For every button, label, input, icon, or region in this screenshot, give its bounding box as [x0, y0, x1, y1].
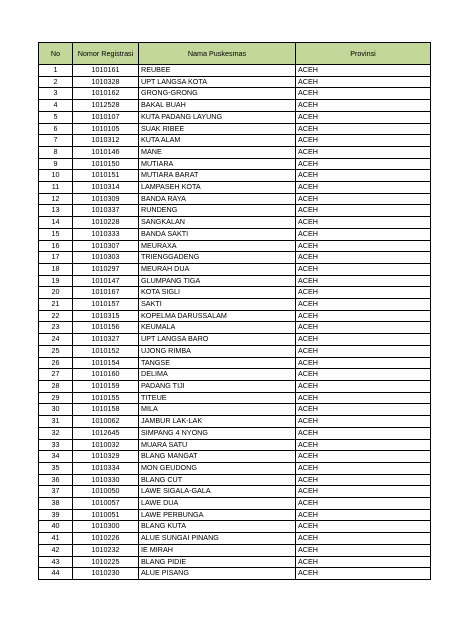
table-row [39, 275, 431, 287]
table-row [39, 474, 431, 486]
table-row [39, 135, 431, 147]
cell-nama-puskesmas: DELIMA [139, 369, 296, 381]
puskesmas-table [38, 42, 431, 580]
cell-provinsi: ACEH [296, 509, 431, 521]
cell-nomor-registrasi: 1010062 [73, 416, 139, 428]
cell-nama-puskesmas: BANDA RAYA [139, 193, 296, 205]
cell-nomor-registrasi: 1010330 [73, 474, 139, 486]
cell-nama-puskesmas: MEURAXA [139, 240, 296, 252]
cell-provinsi: ACEH [296, 275, 431, 287]
cell-provinsi: ACEH [296, 240, 431, 252]
cell-provinsi: ACEH [296, 404, 431, 416]
cell-nama-puskesmas: BANDA SAKTI [139, 228, 296, 240]
cell-nama-puskesmas: UPT LANGSA BARO [139, 334, 296, 346]
cell-nama-puskesmas: KOPELMA DARUSSALAM [139, 310, 296, 322]
table-row [39, 427, 431, 439]
cell-nomor-registrasi: 1010154 [73, 357, 139, 369]
cell-nama-puskesmas: BLANG CUT [139, 474, 296, 486]
table-row [39, 111, 431, 123]
cell-nama-puskesmas: TANGSE [139, 357, 296, 369]
table-row [39, 533, 431, 545]
table-row [39, 521, 431, 533]
table-row [39, 88, 431, 100]
cell-nomor-registrasi: 1012645 [73, 427, 139, 439]
cell-no: 8 [39, 146, 73, 158]
table-row [39, 462, 431, 474]
cell-provinsi: ACEH [296, 76, 431, 88]
cell-no: 28 [39, 380, 73, 392]
cell-nama-puskesmas: MON GEUDONG [139, 462, 296, 474]
cell-nama-puskesmas: LAWE SIGALA-GALA [139, 486, 296, 498]
table-row [39, 439, 431, 451]
table-row [39, 556, 431, 568]
cell-provinsi: ACEH [296, 135, 431, 147]
cell-nama-puskesmas: ALUE PISANG [139, 568, 296, 580]
table-row [39, 158, 431, 170]
cell-nomor-registrasi: 1010167 [73, 287, 139, 299]
cell-nomor-registrasi: 1010232 [73, 544, 139, 556]
header-provinsi: Provinsi [296, 43, 431, 65]
cell-no: 13 [39, 205, 73, 217]
table-row [39, 310, 431, 322]
table-row [39, 205, 431, 217]
cell-nomor-registrasi: 1010230 [73, 568, 139, 580]
cell-provinsi: ACEH [296, 544, 431, 556]
cell-nama-puskesmas: KUTA PADANG LAYUNG [139, 111, 296, 123]
cell-nama-puskesmas: MILA [139, 404, 296, 416]
cell-nama-puskesmas: ALUE SUNGAI PINANG [139, 533, 296, 545]
cell-no: 17 [39, 252, 73, 264]
cell-no: 30 [39, 404, 73, 416]
cell-no: 11 [39, 182, 73, 194]
cell-provinsi: ACEH [296, 345, 431, 357]
cell-no: 31 [39, 416, 73, 428]
cell-provinsi: ACEH [296, 228, 431, 240]
cell-no: 2 [39, 76, 73, 88]
cell-provinsi: ACEH [296, 252, 431, 264]
cell-nomor-registrasi: 1010105 [73, 123, 139, 135]
cell-no: 41 [39, 533, 73, 545]
cell-nama-puskesmas: MUTIARA [139, 158, 296, 170]
cell-nomor-registrasi: 1010032 [73, 439, 139, 451]
table-row [39, 568, 431, 580]
cell-no: 25 [39, 345, 73, 357]
cell-no: 4 [39, 100, 73, 112]
header-row [39, 43, 431, 65]
cell-no: 38 [39, 498, 73, 510]
cell-no: 10 [39, 170, 73, 182]
cell-nomor-registrasi: 1010334 [73, 462, 139, 474]
cell-nomor-registrasi: 1010152 [73, 345, 139, 357]
cell-nama-puskesmas: KOTA SIGLI [139, 287, 296, 299]
cell-no: 33 [39, 439, 73, 451]
cell-provinsi: ACEH [296, 568, 431, 580]
cell-nomor-registrasi: 1010226 [73, 533, 139, 545]
header-no: No [39, 43, 73, 65]
cell-no: 23 [39, 322, 73, 334]
table-row [39, 299, 431, 311]
cell-provinsi: ACEH [296, 486, 431, 498]
cell-no: 16 [39, 240, 73, 252]
cell-no: 20 [39, 287, 73, 299]
cell-provinsi: ACEH [296, 287, 431, 299]
cell-no: 12 [39, 193, 73, 205]
cell-nomor-registrasi: 1010300 [73, 521, 139, 533]
cell-provinsi: ACEH [296, 299, 431, 311]
cell-nomor-registrasi: 1010162 [73, 88, 139, 100]
cell-no: 43 [39, 556, 73, 568]
table-row [39, 287, 431, 299]
cell-provinsi: ACEH [296, 158, 431, 170]
cell-nama-puskesmas: SUAK RIBEE [139, 123, 296, 135]
cell-nama-puskesmas: LAWE DUA [139, 498, 296, 510]
table-row [39, 322, 431, 334]
cell-nama-puskesmas: LAWE PERBUNGA [139, 509, 296, 521]
table-row [39, 544, 431, 556]
cell-no: 32 [39, 427, 73, 439]
cell-no: 26 [39, 357, 73, 369]
cell-nama-puskesmas: LAMPASEH KOTA [139, 182, 296, 194]
cell-no: 19 [39, 275, 73, 287]
table-row [39, 345, 431, 357]
cell-provinsi: ACEH [296, 416, 431, 428]
cell-nama-puskesmas: PADANG TIJI [139, 380, 296, 392]
table-row [39, 217, 431, 229]
cell-no: 42 [39, 544, 73, 556]
cell-nama-puskesmas: MANE [139, 146, 296, 158]
cell-nomor-registrasi: 1010156 [73, 322, 139, 334]
table-row [39, 240, 431, 252]
table-row [39, 252, 431, 264]
cell-nomor-registrasi: 1010051 [73, 509, 139, 521]
cell-no: 39 [39, 509, 73, 521]
cell-provinsi: ACEH [296, 451, 431, 463]
table-row [39, 369, 431, 381]
cell-nomor-registrasi: 1010333 [73, 228, 139, 240]
table-row [39, 193, 431, 205]
cell-provinsi: ACEH [296, 263, 431, 275]
cell-nama-puskesmas: UPT LANGSA KOTA [139, 76, 296, 88]
cell-provinsi: ACEH [296, 357, 431, 369]
cell-provinsi: ACEH [296, 533, 431, 545]
table-row [39, 263, 431, 275]
cell-no: 21 [39, 299, 73, 311]
cell-provinsi: ACEH [296, 521, 431, 533]
cell-no: 1 [39, 65, 73, 77]
cell-nama-puskesmas: MEURAH DUA [139, 263, 296, 275]
header-nomor-registrasi: Nomor Registrasi [73, 43, 139, 65]
table-row [39, 392, 431, 404]
cell-provinsi: ACEH [296, 182, 431, 194]
cell-nomor-registrasi: 1010327 [73, 334, 139, 346]
cell-nama-puskesmas: SANGKALAN [139, 217, 296, 229]
cell-nomor-registrasi: 1010057 [73, 498, 139, 510]
cell-provinsi: ACEH [296, 123, 431, 135]
cell-nomor-registrasi: 1010107 [73, 111, 139, 123]
table-row [39, 357, 431, 369]
cell-no: 44 [39, 568, 73, 580]
cell-nama-puskesmas: SAKTI [139, 299, 296, 311]
cell-nomor-registrasi: 1010155 [73, 392, 139, 404]
table-row [39, 416, 431, 428]
cell-nomor-registrasi: 1010307 [73, 240, 139, 252]
cell-nomor-registrasi: 1010329 [73, 451, 139, 463]
cell-no: 40 [39, 521, 73, 533]
cell-provinsi: ACEH [296, 205, 431, 217]
cell-provinsi: ACEH [296, 427, 431, 439]
cell-no: 7 [39, 135, 73, 147]
table-row [39, 334, 431, 346]
table-row [39, 451, 431, 463]
cell-nama-puskesmas: RUNDENG [139, 205, 296, 217]
cell-provinsi: ACEH [296, 392, 431, 404]
table-row [39, 509, 431, 521]
table-row [39, 486, 431, 498]
cell-nomor-registrasi: 1010315 [73, 310, 139, 322]
cell-nomor-registrasi: 1010150 [73, 158, 139, 170]
table-row [39, 100, 431, 112]
cell-provinsi: ACEH [296, 193, 431, 205]
cell-provinsi: ACEH [296, 170, 431, 182]
cell-nomor-registrasi: 1012528 [73, 100, 139, 112]
cell-provinsi: ACEH [296, 334, 431, 346]
cell-nama-puskesmas: REUBEE [139, 65, 296, 77]
cell-nomor-registrasi: 1010157 [73, 299, 139, 311]
cell-provinsi: ACEH [296, 146, 431, 158]
cell-no: 6 [39, 123, 73, 135]
header-nama-puskesmas: Nama Puskesmas [139, 43, 296, 65]
cell-provinsi: ACEH [296, 322, 431, 334]
cell-nomor-registrasi: 1010159 [73, 380, 139, 392]
cell-nomor-registrasi: 1010303 [73, 252, 139, 264]
cell-provinsi: ACEH [296, 462, 431, 474]
cell-nomor-registrasi: 1010309 [73, 193, 139, 205]
cell-provinsi: ACEH [296, 369, 431, 381]
cell-provinsi: ACEH [296, 111, 431, 123]
cell-nama-puskesmas: TITEUE [139, 392, 296, 404]
cell-nama-puskesmas: JAMBUR LAK-LAK [139, 416, 296, 428]
table-row [39, 65, 431, 77]
cell-nomor-registrasi: 1010337 [73, 205, 139, 217]
cell-nama-puskesmas: KEUMALA [139, 322, 296, 334]
cell-no: 35 [39, 462, 73, 474]
puskesmas-sheet [38, 42, 430, 580]
table-row [39, 380, 431, 392]
cell-provinsi: ACEH [296, 556, 431, 568]
table-row [39, 170, 431, 182]
cell-no: 27 [39, 369, 73, 381]
cell-nama-puskesmas: GRONG-GRONG [139, 88, 296, 100]
table-row [39, 123, 431, 135]
cell-nomor-registrasi: 1010151 [73, 170, 139, 182]
cell-no: 29 [39, 392, 73, 404]
cell-nama-puskesmas: BLANG KUTA [139, 521, 296, 533]
cell-nama-puskesmas: SIMPANG 4 NYONG [139, 427, 296, 439]
cell-nomor-registrasi: 1010161 [73, 65, 139, 77]
table-row [39, 182, 431, 194]
cell-nomor-registrasi: 1010297 [73, 263, 139, 275]
cell-no: 9 [39, 158, 73, 170]
table-body [39, 65, 431, 580]
cell-nama-puskesmas: BLANG MANGAT [139, 451, 296, 463]
cell-nomor-registrasi: 1010312 [73, 135, 139, 147]
cell-no: 14 [39, 217, 73, 229]
cell-no: 15 [39, 228, 73, 240]
cell-provinsi: ACEH [296, 498, 431, 510]
cell-no: 22 [39, 310, 73, 322]
cell-nomor-registrasi: 1010160 [73, 369, 139, 381]
cell-no: 37 [39, 486, 73, 498]
cell-no: 36 [39, 474, 73, 486]
cell-nomor-registrasi: 1010225 [73, 556, 139, 568]
cell-provinsi: ACEH [296, 100, 431, 112]
cell-nama-puskesmas: IE MIRAH [139, 544, 296, 556]
cell-provinsi: ACEH [296, 380, 431, 392]
cell-provinsi: ACEH [296, 88, 431, 100]
table-row [39, 146, 431, 158]
cell-nama-puskesmas: GLUMPANG TIGA [139, 275, 296, 287]
cell-no: 34 [39, 451, 73, 463]
table-row [39, 228, 431, 240]
cell-provinsi: ACEH [296, 65, 431, 77]
cell-nama-puskesmas: TRIENGGADENG [139, 252, 296, 264]
cell-nomor-registrasi: 1010228 [73, 217, 139, 229]
cell-provinsi: ACEH [296, 439, 431, 451]
cell-no: 5 [39, 111, 73, 123]
cell-provinsi: ACEH [296, 310, 431, 322]
cell-nomor-registrasi: 1010147 [73, 275, 139, 287]
cell-nomor-registrasi: 1010050 [73, 486, 139, 498]
cell-nama-puskesmas: MUTIARA BARAT [139, 170, 296, 182]
cell-nama-puskesmas: KUTA ALAM [139, 135, 296, 147]
cell-provinsi: ACEH [296, 474, 431, 486]
cell-nama-puskesmas: MUARA SATU [139, 439, 296, 451]
cell-no: 3 [39, 88, 73, 100]
cell-provinsi: ACEH [296, 217, 431, 229]
cell-nomor-registrasi: 1010146 [73, 146, 139, 158]
cell-nama-puskesmas: BLANG PIDIE [139, 556, 296, 568]
cell-nama-puskesmas: UJONG RIMBA [139, 345, 296, 357]
cell-no: 18 [39, 263, 73, 275]
table-row [39, 76, 431, 88]
table-row [39, 498, 431, 510]
cell-nomor-registrasi: 1010158 [73, 404, 139, 416]
cell-nama-puskesmas: BAKAL BUAH [139, 100, 296, 112]
cell-no: 24 [39, 334, 73, 346]
table-row [39, 404, 431, 416]
cell-nomor-registrasi: 1010328 [73, 76, 139, 88]
cell-nomor-registrasi: 1010314 [73, 182, 139, 194]
